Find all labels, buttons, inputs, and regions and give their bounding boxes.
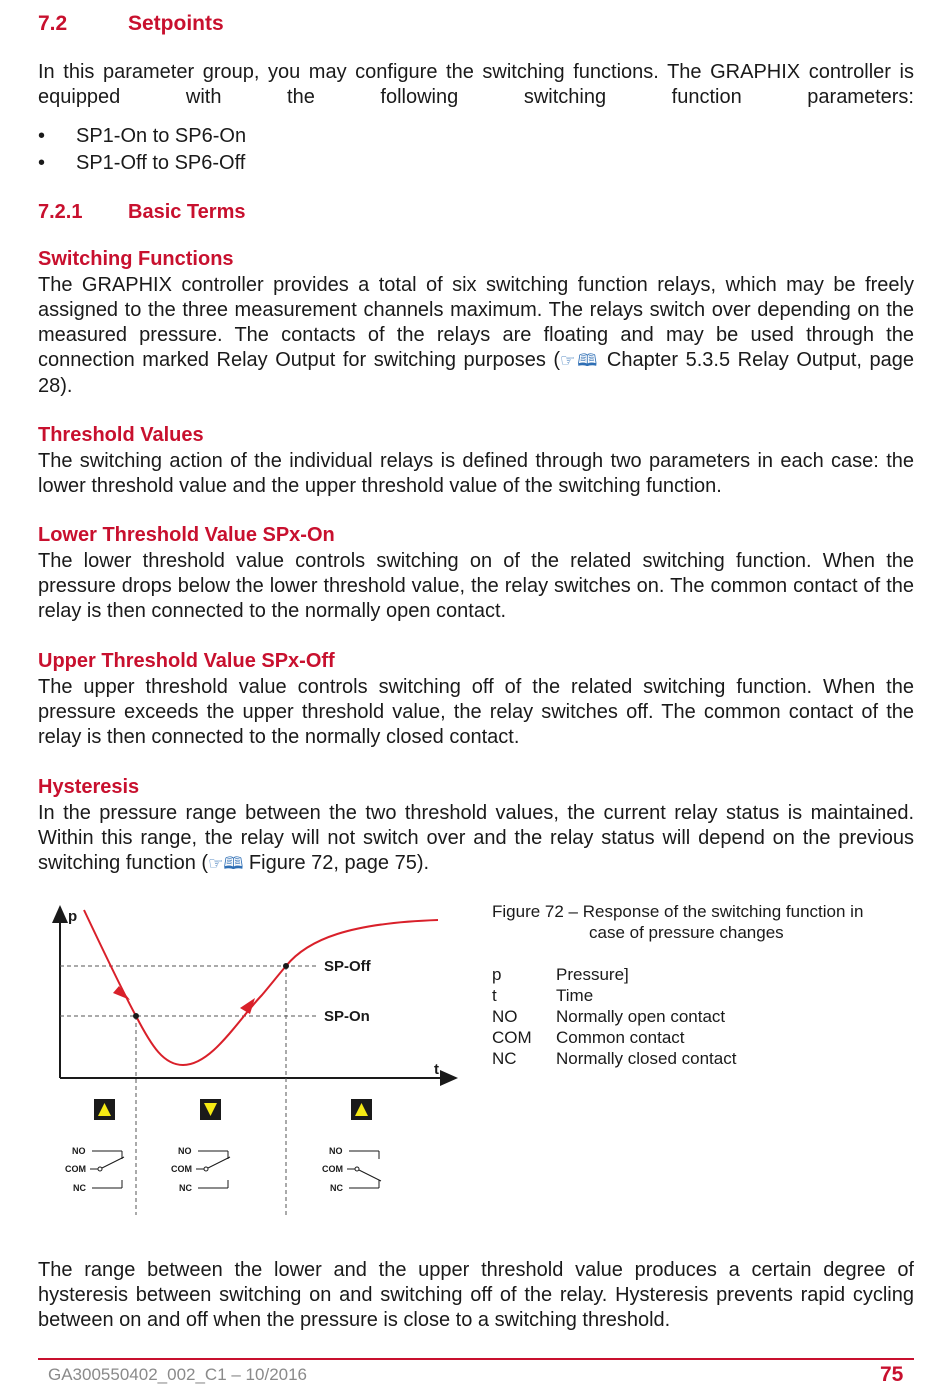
reference-link[interactable]: Chapter 5.3.5 Relay Output, page 28). — [38, 349, 914, 397]
section-title: Setpoints — [128, 12, 224, 35]
switch-off-point — [283, 963, 289, 969]
sp-on-label: SP-On — [324, 1008, 370, 1025]
x-axis-label: t — [434, 1061, 439, 1078]
block-paragraph: The lower threshold value controls switching on of the related switching function. When the pressure drops below the lower threshold value, the relay switches on. The common contact of the relay is then connected to the normally open contact. — [38, 550, 914, 622]
section-number: 7.2 — [38, 12, 68, 35]
block-paragraph: In the pressure range between the two threshold values, the current relay status is maintained. Within this range, the relay will not switch over and the relay status will depend on the previous switching function (☞🕮 Figure 72, page 75). — [38, 802, 914, 874]
legend-row: t Time — [492, 986, 594, 1005]
svg-text:COM: COM — [171, 1164, 192, 1174]
block-paragraph: The switching action of the individual relays is defined through two parameters in each case: the lower threshold value and the upper threshold value of the switching function. — [38, 450, 914, 497]
svg-text:COM: COM — [65, 1164, 86, 1174]
footer-divider — [38, 1358, 914, 1360]
svg-text:NC: NC — [73, 1183, 86, 1193]
y-axis-label: p — [68, 908, 78, 925]
block-paragraph: The GRAPHIX controller provides a total of six switching function relays, which may be freely assigned to the three measurement channels maximum. The relays switch over depending on the measured pressure. The contacts of the relays are floating and may be used through the connection marked Relay Output for switching purposes (☞🕮 Chapter 5.3.5 Relay Output, page 28). — [38, 274, 914, 397]
svg-text:NO: NO — [178, 1146, 192, 1156]
legend-row: p Pressure] — [492, 965, 629, 984]
svg-text:NO: NO — [329, 1146, 343, 1156]
reference-icon: ☞🕮 — [560, 351, 600, 371]
closing-paragraph: The range between the lower and the upper threshold value produces a certain degree of hysteresis between switching on and switching off of the relay. Hysteresis prevents rapid cycling between on and off when the pressure is close to a switching threshold. — [38, 1259, 914, 1331]
switch-on-point — [133, 1013, 139, 1019]
svg-text:NC: NC — [179, 1183, 192, 1193]
figure-label: Figure 72 – — [492, 902, 578, 921]
block-heading: Lower Threshold Value SPx-On — [38, 524, 335, 546]
indicator-up-icon — [351, 1099, 372, 1120]
svg-text:NO: NO — [72, 1146, 86, 1156]
block-heading: Threshold Values — [38, 424, 204, 446]
legend-row: NC Normally closed contact — [492, 1049, 737, 1068]
subsection-title: Basic Terms — [128, 201, 246, 223]
legend-row: COM Common contact — [492, 1028, 685, 1047]
block-heading: Upper Threshold Value SPx-Off — [38, 650, 335, 672]
relay-contact-state — [65, 1146, 124, 1193]
block-paragraph: The upper threshold value controls switching off of the related switching function. When the pressure exceeds the upper threshold value, the relay switches off. The common contact of the relay is then connected to the normally closed contact. — [38, 676, 914, 748]
bullet-list — [38, 123, 246, 177]
block-heading: Hysteresis — [38, 776, 140, 798]
list-item: • SP1-On to SP6-On — [38, 125, 247, 147]
relay-contact-state — [322, 1146, 381, 1193]
section-heading — [38, 12, 224, 36]
sp-off-label: SP-Off — [324, 958, 371, 975]
footer-doc-id: GA300550402_002_C1 – 10/2016 — [48, 1365, 308, 1384]
pressure-curve — [84, 910, 438, 1065]
figure-caption: Figure 72 – Response of the switching function in case of pressure changes — [492, 902, 864, 942]
subsection-heading — [38, 201, 245, 224]
relay-contact-state — [171, 1146, 230, 1193]
list-item: • SP1-Off to SP6-Off — [38, 152, 246, 174]
indicator-down-icon — [200, 1099, 221, 1120]
svg-text:COM: COM — [322, 1164, 343, 1174]
figure-legend — [492, 964, 736, 1069]
reference-icon: ☞🕮 — [208, 854, 244, 874]
legend-row: NO Normally open contact — [492, 1007, 726, 1026]
block-heading: Switching Functions — [38, 248, 234, 270]
intro-paragraph: In this parameter group, you may configure the switching functions. The GRAPHIX controller is equipped with the following switching function parameters: — [38, 61, 914, 108]
svg-text:NC: NC — [330, 1183, 343, 1193]
reference-link[interactable]: Figure 72, page 75). — [243, 852, 430, 874]
subsection-number: 7.2.1 — [38, 201, 83, 223]
switching-function-diagram — [40, 895, 470, 1220]
indicator-up-icon — [94, 1099, 115, 1120]
page-number: 75 — [880, 1363, 904, 1386]
